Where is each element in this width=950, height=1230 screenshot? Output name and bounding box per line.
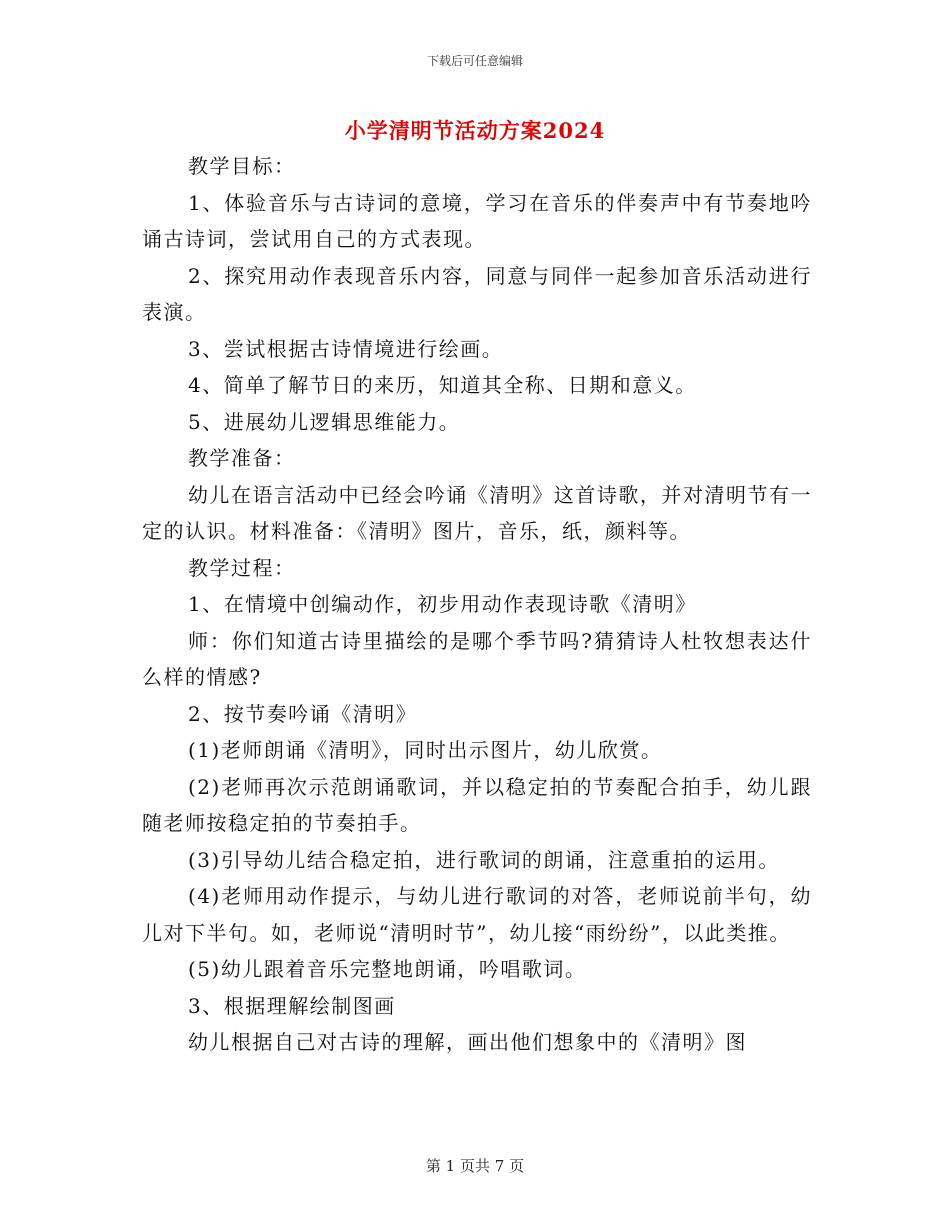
header-note: 下载后可任意编辑 [426, 54, 523, 68]
paragraph-preparation-heading: 教学准备： [188, 446, 296, 470]
paragraph-step-1: 1、在情境中创编动作，初步用动作表现诗歌《清明》 [188, 592, 697, 616]
paragraph-goal-1: 1、体验音乐与古诗词的意境，学习在音乐的伴奏声中有节奏地吟诵古诗词，尝试用自己的方式表现。 [142, 190, 812, 251]
paragraph-preparation-text: 幼儿在语言活动中已经会吟诵《清明》这首诗歌，并对清明节有一定的认识。材料准备：《清明》图片，音乐，纸，颜料等。 [142, 482, 812, 543]
page-number: 第 1 页共 7 页 [425, 1157, 525, 1175]
paragraph-step-2: 2、按节奏吟诵《清明》 [188, 701, 418, 726]
document-body [142, 148, 812, 1061]
paragraph-process-heading: 教学过程： [188, 555, 296, 580]
paragraph-goal-3: 3、尝试根据古诗情境进行绘画。 [188, 336, 504, 361]
paragraph-substep-1: (1)老师朗诵《清明》，同时出示图片，幼儿欣赏。 [188, 738, 663, 762]
paragraph-substep-3: (3)引导幼儿结合稳定拍，进行歌词的朗诵，注意重拍的运用。 [188, 847, 780, 872]
paragraph-goal-5: 5、进展幼儿逻辑思维能力。 [188, 409, 461, 434]
paragraph-goal-2: 2、探究用动作表现音乐内容，同意与同伴一起参加音乐活动进行表演。 [142, 263, 812, 324]
paragraph-substep-4: (4)老师用动作提示，与幼儿进行歌词的对答，老师说前半句，幼儿对下半句。如，老师说“清明时节”，幼儿接“雨纷纷”，以此类推。 [142, 884, 812, 945]
paragraph-step-3: 3、根据理解绘制图画 [188, 993, 396, 1018]
paragraph-teacher-question: 师：你们知道古诗里描绘的是哪个季节吗?猜猜诗人杜牧想表达什么样的情感? [142, 628, 812, 689]
paragraph-substep-2: (2)老师再次示范朗诵歌词，并以稳定拍的节奏配合拍手，幼儿跟随老师按稳定拍的节奏拍手。 [142, 774, 812, 835]
paragraph-teaching-goals-heading: 教学目标： [188, 154, 296, 178]
paragraph-drawing-text: 幼儿根据自己对古诗的理解，画出他们想象中的《清明》图 [188, 1030, 747, 1054]
paragraph-goal-4: 4、简单了解节日的来历，知道其全称、日期和意义。 [188, 373, 697, 397]
paragraph-substep-5: (5)幼儿跟着音乐完整地朗诵，吟唱歌词。 [188, 957, 587, 981]
document-title: 小学清明节活动方案2024 [344, 118, 606, 143]
